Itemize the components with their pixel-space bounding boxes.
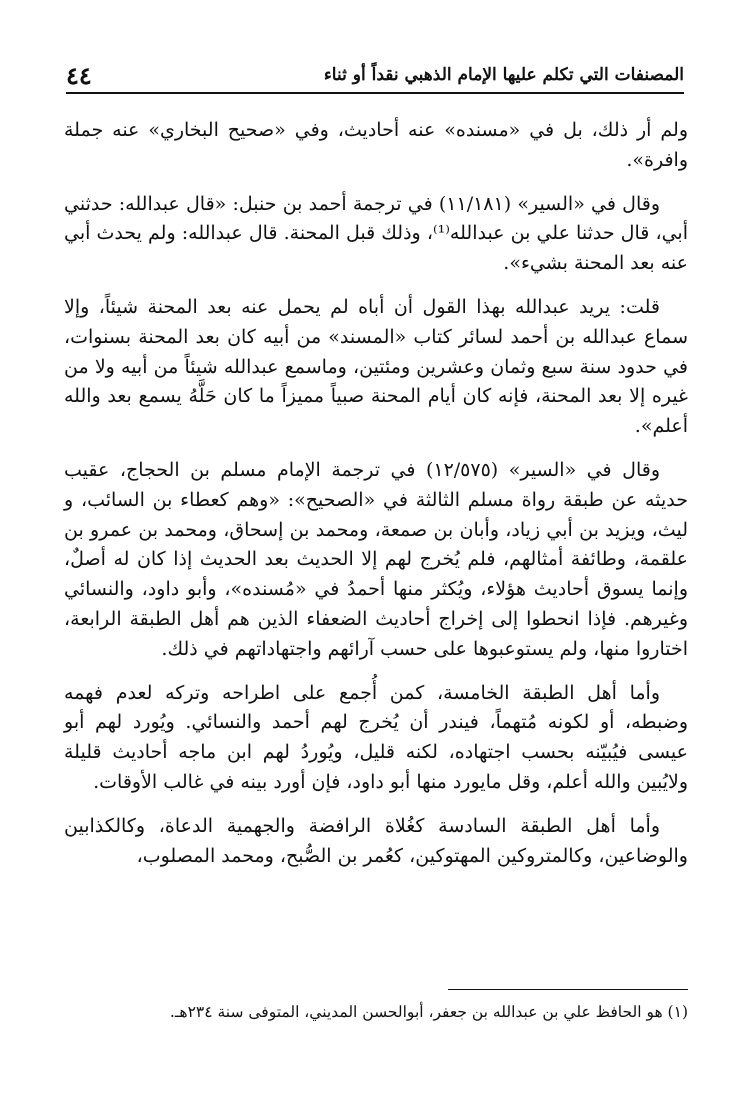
paragraph-6: وأما أهل الطبقة السادسة كغُلاة الرافضة والجهمية الدعاة، وكالكذابين والوضاعين، وكالمتروكين المهتوكين، كعُمر بن الصُّبح، ومحمد المصلوب،	[64, 814, 688, 867]
header-title: المصنفات التي تكلم عليها الإمام الذهبي نقداً أو ثناء	[323, 65, 684, 85]
paragraph-2: وقال في «السير» (١١/١٨١) في ترجمة أحمد بن حنبل: «قال عبدالله: حدثني أبي، قال حدثنا علي بن عبدالله⁽¹⁾، وذلك قبل المحنة. قال عبدالله: ولم يحدث أبي عنه بعد المحنة بشيء».	[64, 192, 688, 275]
page-body	[64, 116, 688, 885]
page-number: ٤٤	[66, 60, 92, 90]
paragraph-5: وأما أهل الطبقة الخامسة، كمن أُجمع على اطراحه وتركه لعدم فهمه وضبطه، أو لكونه مُتهماً، فيندر أن يُخرج لهم أحمد والنسائي. ويُورد لهم أبو عيسى فيُبيّنه بحسب اجتهاده، لكنه قليل، ويُوردُ لهم ابن ماجه أحاديث قليلة ولايُبين والله أعلم، وقل مايورد منها أبو داود، فإن أورد بينه في غالب الأوقات.	[64, 681, 688, 793]
footnote-divider	[448, 989, 688, 990]
paragraph-4: وقال في «السير» (١٢/٥٧٥) في ترجمة الإمام مسلم بن الحجاج، عقيب حديثه عن طبقة رواة مسلم الثالثة في «الصحيح»: «وهم كعطاء بن السائب، و ليث، ويزيد بن أبي زياد، وأبان بن صمعة، ومحمد بن إسحاق، ومحمد بن عمرو بن علقمة، وطائفة أمثالهم، فلم يُخرج لهم إلا الحديث بعد الحديث إذا كان له أصلٌ، وإنما يسوق أحاديث هؤلاء، ويُكثر منها أحمدُ في «مُسنده»، وأبو داود، والنسائي وغيرهم. فإذا انحطوا إلى إخراج أحاديث الضعفاء الذين هم أهل الطبقة الرابعة، اختاروا منها، ولم يستوعبوها على حسب آرائهم واجتهاداتهم في ذلك.	[64, 458, 688, 660]
paragraph-3: قلت: يريد عبدالله بهذا القول أن أباه لم يحمل عنه بعد المحنة شيئاً، وإلا سماع عبدالله بن أحمد لسائر كتاب «المسند» من أبيه كان بعد المحنة بسنوات، في حدود سنة سبع وثمان وعشرين ومئتين، وماسمع عبدالله شيئاً من أبيه ولا من غيره إلا بعد المحنة، فإنه كان أيام المحنة صبياً مميزاً ما كان حَلَّهُ يسمع بعد والله أعلم».	[64, 295, 688, 438]
footnote-1: (١) هو الحافظ علي بن عبدالله بن جعفر، أبوالحسن المديني، المتوفى سنة ٢٣٤هـ.	[169, 1003, 688, 1021]
running-header	[66, 58, 684, 94]
paragraph-1: ولم أر ذلك، بل في «مسنده» عنه أحاديث، وفي «صحيح البخاري» عنه جملة وافرة».	[64, 119, 688, 171]
